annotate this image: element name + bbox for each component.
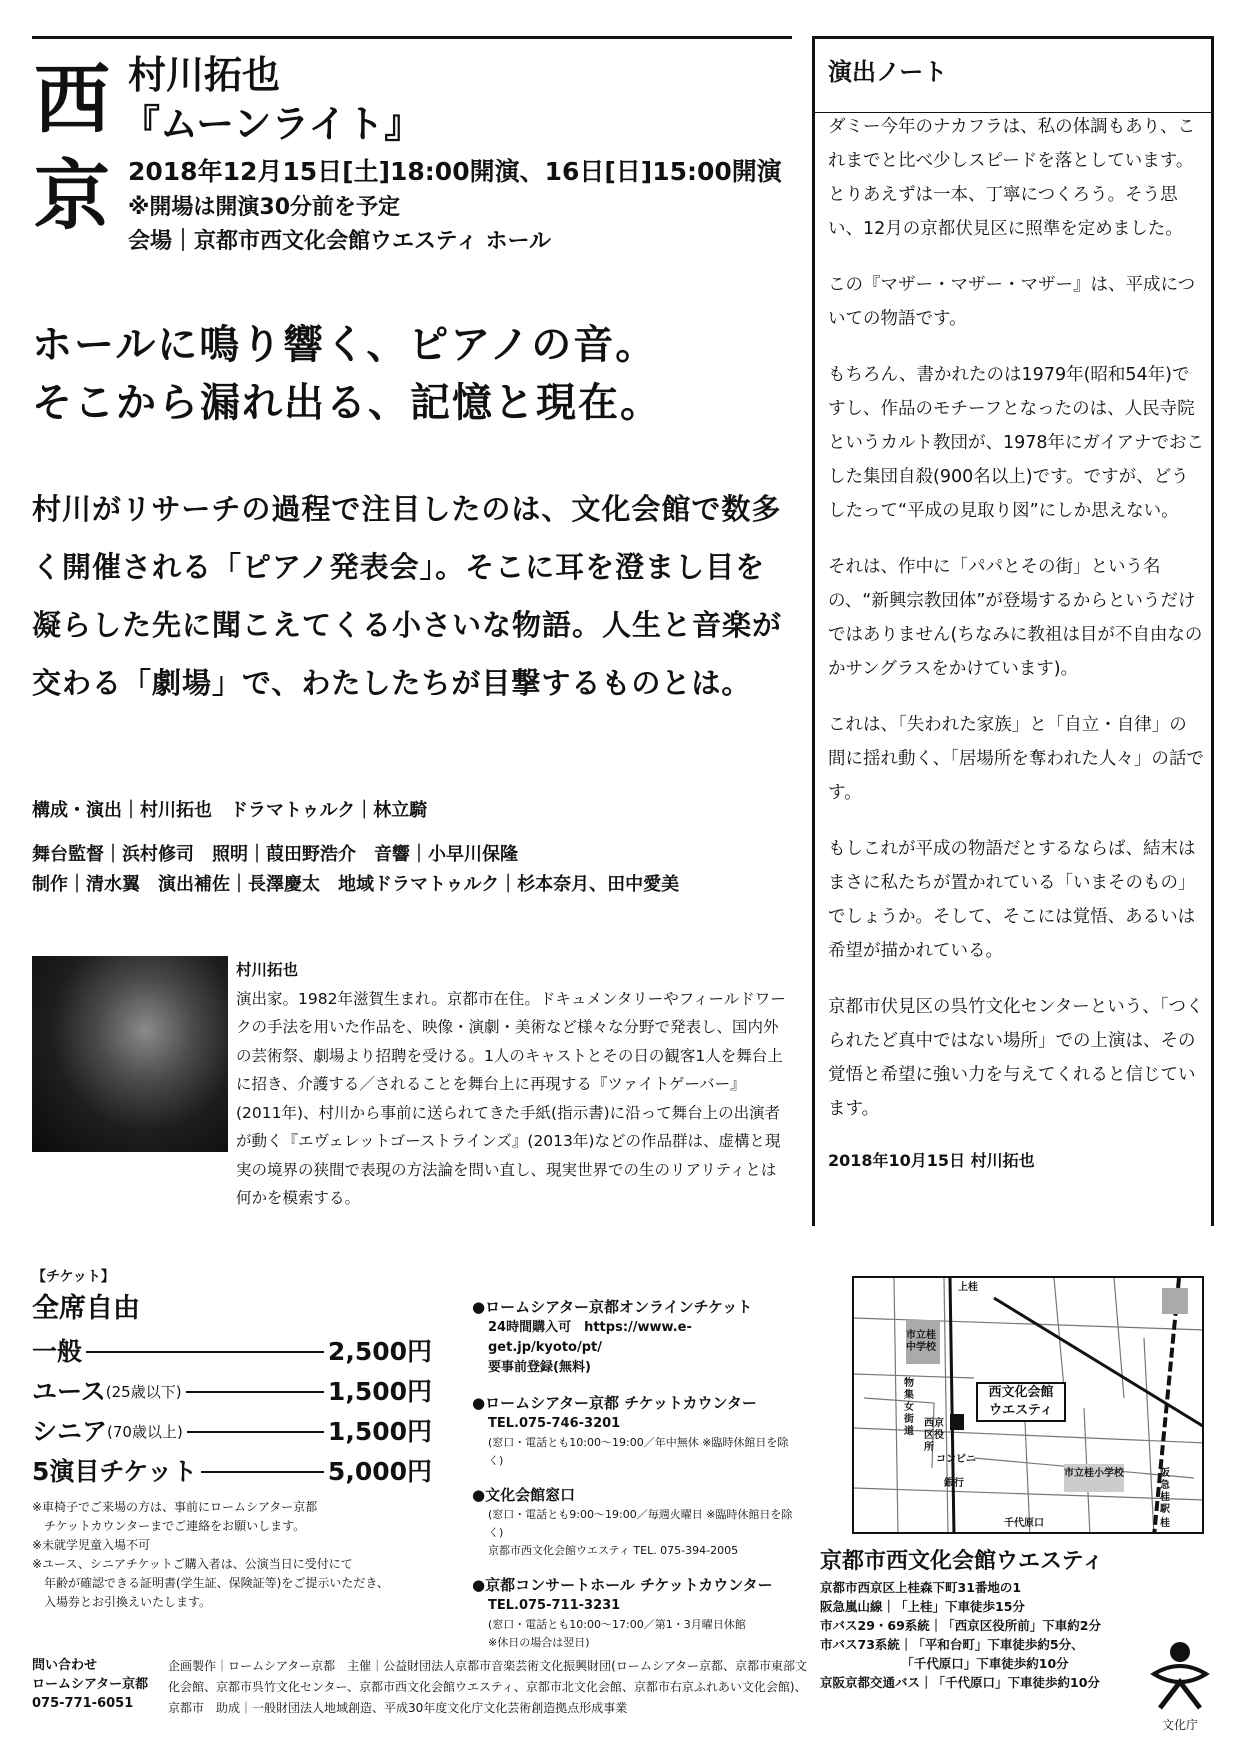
credits: [32, 796, 792, 914]
sales-outlet: [472, 1574, 802, 1652]
map-label: 物集女街道: [904, 1378, 914, 1437]
agency-logo-text: 文化庁: [1161, 1718, 1198, 1732]
outlet-phone: 京都市西文化会館ウエスティ TEL. 075-394-2005: [488, 1544, 739, 1557]
sales-outlet: [472, 1392, 802, 1470]
outlet-name: ●ロームシアター京都 チケットカウンター: [472, 1394, 757, 1412]
sales-outlet: [472, 1296, 802, 1378]
outlet-phone: TEL.075-746-3201: [488, 1416, 621, 1431]
headline-line-1: ホールに鳴り響く、ピアノの音。: [32, 321, 658, 368]
outlet-phone: TEL.075-711-3231: [488, 1598, 621, 1613]
bio-name: 村川拓也: [236, 961, 299, 979]
notes-paragraph: 京都市伏見区の呉竹文化センターという、「つくられたど真中ではない場所」での上演は、その覚悟と希望に強い力を与えてくれると信じています。: [828, 997, 1204, 1119]
price-value: 1,500円: [327, 1417, 432, 1446]
doors-note: ※開場は開演30分前を予定: [128, 195, 401, 220]
outlet-hours: (窓口・電話とも9:00〜19:00／毎週火曜日 ※臨時休館日を除く): [488, 1508, 793, 1539]
access-line: 市バス73系統｜「平和台町」下車徒歩約5分、: [820, 1637, 1084, 1652]
map-label: 市立桂小学校: [1064, 1468, 1124, 1479]
agency-logo-icon: [1146, 1638, 1214, 1716]
price-row: [32, 1452, 432, 1492]
map-label: 千代原口: [1004, 1518, 1044, 1529]
ticket-note: 年齢が確認できる証明書(学生証、保険証等)をご提示いただき、: [32, 1576, 389, 1590]
notes-title: 演出ノート: [828, 58, 948, 86]
performance-dates: 2018年12月15日[土]18:00開演、16日[日]15:00開演: [128, 157, 782, 186]
price-value: 1,500円: [327, 1377, 432, 1406]
notes-paragraph: ダミー今年のナカフラは、私の体調もあり、これまでと比べ少しスピードを落としています。とりあえずは一本、丁寧につくろう。そう思い、12月の京都伏見区に照準を定めました。: [828, 117, 1196, 239]
contact-org: ロームシアター京都: [32, 1677, 149, 1692]
price-note: (25歳以下): [105, 1383, 182, 1401]
outlet-line: 24時間購入可 https://www.e-get.jp/kyoto/pt/: [488, 1320, 692, 1355]
credit-row: 制作｜清水翼 演出補佐｜長澤慶太 地域ドラマトゥルク｜杉本奈月、田中愛美: [32, 874, 680, 895]
headline: [32, 316, 772, 432]
ticket-note: ※ユース、シニアチケットご購入者は、公演当日に受付にて: [32, 1557, 353, 1571]
price-leader: [187, 1431, 324, 1433]
price-leader: [86, 1351, 324, 1353]
venue: 会場｜京都市西文化会館ウエスティ ホール: [128, 229, 552, 254]
ticket-info: [32, 1266, 432, 1612]
price-row: [32, 1332, 432, 1372]
outlet-hours: (窓口・電話とも10:00〜19:00／年中無休 ※臨時休館日を除く): [488, 1436, 789, 1467]
sales-outlet: [472, 1484, 802, 1560]
access-line: 京阪京都交通バス｜「千代原口」下車徒歩約10分: [820, 1675, 1100, 1690]
venue-name: 京都市西文化会館ウエスティ: [820, 1549, 1104, 1574]
ticket-notes: [32, 1498, 432, 1612]
director-notes: [828, 52, 1204, 1171]
price-value: 2,500円: [327, 1337, 432, 1366]
ticket-sales: [472, 1296, 802, 1666]
map-label: 桂: [1160, 1518, 1170, 1529]
map-label: 銀行: [944, 1478, 964, 1489]
notes-paragraph: これは、「失われた家族」と「自立・自律」の間に揺れ動く、「居場所を奪われた人々」の話です。: [828, 715, 1204, 803]
ticket-note: ※未就学児童入場不可: [32, 1538, 151, 1552]
notes-paragraph: もちろん、書かれたのは1979年(昭和54年)ですし、作品のモチーフとなったのは、人民寺院というカルト教団が、1978年にガイアナでおこした集団自殺(900名以上)です。ですが、どうしたって“平成の見取り図”にしか思えない。: [828, 365, 1204, 521]
notes-paragraph: それは、作中に「パパとその街」という名の、“新興宗教団体”が登場するからというだけではありません(ちなみに教祖は目が不自由なのかサングラスをかけています)。: [828, 557, 1203, 679]
notes-paragraph: この『マザー・マザー・マザー』は、平成についての物語です。: [828, 275, 1196, 329]
map-label: 上桂: [958, 1282, 978, 1293]
city-char-1: 西: [34, 55, 110, 144]
ticket-note: チケットカウンターまでご連絡をお願いします。: [32, 1519, 306, 1533]
map-label: 阪急桂駅: [1160, 1468, 1170, 1515]
artist-bio: [236, 956, 788, 1213]
access-line: 市バス29・69系統｜「西京区役所前」下車約2分: [820, 1618, 1101, 1633]
map-label: 西京区役所: [924, 1418, 944, 1453]
bio-text: 演出家。1982年滋賀生まれ。京都市在住。ドキュメンタリーやフィールドワークの手法を用いた作品を、映像・演劇・美術など様々な分野で発表し、国内外の芸術祭、劇場より招聘を受ける。1人のキャストとその日の観客1人を舞台上に招き、介護する／されることを舞台上に再現する『ツァイトゲーバー』(2011年)、村川から事前に送られてきた手紙(指示書)に沿って舞台上の出演者が動く『エヴェレットゴーストラインズ』(2013年)などの作品群は、虚構と現実の境界の狭間で表現の方法論を問い直し、現実世界での生のリアリティとは何かを模索する。: [236, 989, 786, 1207]
price-note: (70歳以上): [107, 1423, 183, 1441]
contact-info: [32, 1656, 162, 1713]
price-name: 一般: [32, 1337, 83, 1366]
seating-type: 全席自由: [32, 1293, 140, 1324]
artist-name: 村川拓也: [128, 53, 281, 97]
price-row: [32, 1372, 432, 1412]
map-label: コンビニ: [936, 1454, 976, 1465]
credit-row: 構成・演出｜村川拓也 ドラマトゥルク｜林立騎: [32, 800, 428, 821]
notes-signature: 2018年10月15日 村川拓也: [828, 1151, 1035, 1170]
address-line: 京都市西京区上桂森下町31番地の1: [820, 1580, 1022, 1595]
map-label: 市立桂中学校: [906, 1330, 936, 1353]
price-name: 5演目チケット: [32, 1457, 198, 1486]
city-char-2: 京: [34, 151, 110, 240]
outlet-name: ●文化会館窓口: [472, 1486, 576, 1504]
credit-row: 舞台監督｜浜村修司 照明｜葭田野浩介 音響｜小早川保隆: [32, 844, 518, 865]
venue-label-line: ウエスティ: [989, 1403, 1053, 1418]
access-line: 阪急嵐山線｜「上桂」下車徒歩15分: [820, 1599, 1025, 1614]
venue-label-line: 西文化会館: [988, 1385, 1054, 1400]
ticket-note: ※車椅子でご来場の方は、事前にロームシアター京都: [32, 1500, 318, 1514]
access-line: 「千代原口」下車徒歩約10分: [820, 1656, 1069, 1671]
notes-paragraph: もしこれが平成の物語だとするならば、結末はまさに私たちが置かれている「いまそのもの」でしょうか。そして、そこには覚悟、あるいは希望が描かれている。: [828, 839, 1196, 961]
title-block: [122, 52, 782, 260]
contact-phone: 075-771-6051: [32, 1696, 134, 1711]
notes-rule: [812, 112, 1214, 113]
producer-credits: 企画製作｜ロームシアター京都 主催｜公益財団法人京都市音楽芸術文化振興財団(ロームシアター京都、京都市東部文化会館、京都市呉竹文化センター、京都市西文化会館ウエスティ、京都市北文化会館、京都市右京ふれあい文化会館)、京都市 助成｜一般財団法人地域創造、平成30年度文化庁文化芸術創造拠点形成事業: [168, 1659, 808, 1715]
headline-line-2: そこから漏れ出る、記憶と現在。: [32, 379, 662, 426]
venue-marker: [976, 1382, 1066, 1422]
price-leader: [186, 1391, 324, 1393]
outlet-hours: (窓口・電話とも10:00〜17:00／第1・3月曜日休館: [488, 1618, 746, 1631]
price-name: シニア: [32, 1417, 108, 1446]
agency-logo: [1146, 1638, 1214, 1738]
contact-label: 問い合わせ: [32, 1658, 98, 1673]
price-value: 5,000円: [327, 1457, 432, 1486]
city-mark: [32, 52, 112, 244]
price-name: ユース: [32, 1377, 106, 1406]
ticket-note: 入場券とお引換えいたします。: [32, 1595, 212, 1609]
ticket-label: 【チケット】: [32, 1269, 115, 1285]
outlet-name: ●京都コンサートホール チケットカウンター: [472, 1576, 773, 1594]
outlet-hours: ※休日の場合は翌日): [488, 1636, 590, 1649]
work-title: 『ムーンライト』: [122, 102, 423, 146]
lead-text: 村川がリサーチの過程で注目したのは、文化会館で数多く開催される「ピアノ発表会」。そこに耳を澄まし目を凝らした先に聞こえてくる小さいな物語。人生と音楽が交わる「劇場」で、わたしたちが目撃するものとは。: [32, 492, 783, 700]
price-row: [32, 1412, 432, 1452]
outlet-line: 要事前登録(無料): [488, 1360, 591, 1375]
top-rule: [32, 36, 792, 39]
outlet-name: ●ロームシアター京都オンラインチケット: [472, 1298, 753, 1316]
artist-photo: [32, 956, 228, 1152]
access-map: [852, 1276, 1204, 1534]
price-leader: [201, 1471, 324, 1473]
